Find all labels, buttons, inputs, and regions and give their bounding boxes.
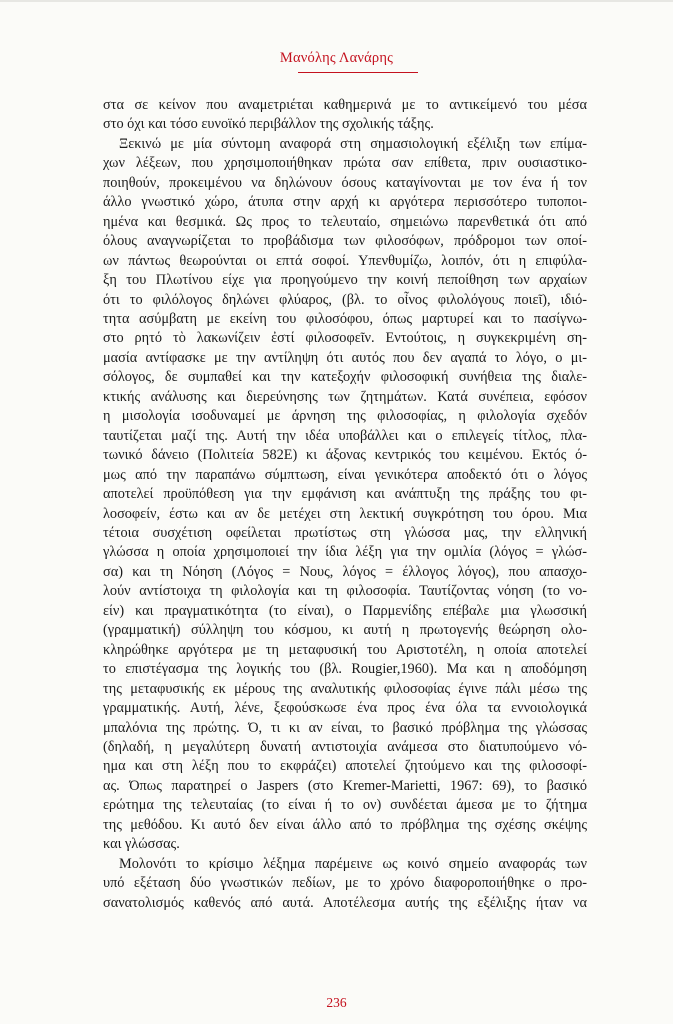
text-line: ταυτίζεται μαζί της. Αυτή την ιδέα υποβάλλει και ο επιλεγείς τίτλος, πλα- xyxy=(103,427,587,444)
text-line: ημένα και θεσμικά. Ως προς το τελευταίο, σημειώνω παρενθετικά ότι από xyxy=(103,213,587,230)
text-line: της μεταφυσικής εκ μέρους της αναλυτικής φιλοσοφίας έγινε πάλι μέσω της xyxy=(103,680,587,697)
text-line: ερώτημα της τελευταίας (το είναι ή το ον) συνδέεται άμεσα με το ζήτημα xyxy=(103,797,587,814)
page-number: 236 xyxy=(326,995,347,1010)
text-line: μασία αντίφασκε με την αντίληψη ότι αυτός που δεν αγαπά το λόγο, ο μι- xyxy=(103,349,587,366)
text-line: είν) και πραγματικότητα (το είναι), ο Παρμενίδης επέβαλε μια γλωσσική xyxy=(103,602,587,619)
text-line: στα σε κείνον που αναμετριέται καθημερινά με το αντικείμενό του μέσα xyxy=(103,97,587,113)
text-line: σανατολισμός καθενός από αυτά. Αποτέλεσμα αυτής της εξέλιξης ήταν να xyxy=(103,894,587,911)
text-line: τητα ασύμβατη με εκείνη του φιλοσόφου, όπως μαρτυρεί και το πασίγνω- xyxy=(103,310,587,327)
text-line: μπαλόνια της πρώτης. Ό, τι κι αν είναι, το βασικό πρόβλημα της γλώσσας xyxy=(103,719,587,736)
text-line: λούν αντίστοιχα τη φιλολογία και τη φιλοσοφία. Ταυτίζοντας νόηση (το νο- xyxy=(103,583,587,600)
text-line: ων πάντως θεωρούνται οι επτά σοφοί. Υπενθυμίζω, λοιπόν, ότι η επιφύλα- xyxy=(103,252,587,269)
running-head-underline xyxy=(298,72,418,73)
text-line: μως από την παραπάνω σύμπτωση, είναι γενικότερα αποδεκτό ότι ο λόγος xyxy=(103,466,587,483)
text-line: η μισολογία ισοδυναμεί με άρνηση της φιλοσοφίας, η φιλολογία σχεδόν xyxy=(103,408,587,425)
text-line: ποιηθούν, προκειμένου να δηλώνουν όσους καταγίνονται με τον ένα ή τον xyxy=(103,174,587,191)
text-line: αποτελεί προϋπόθεση για την εμφάνιση και ανάπτυξη της πράξης του φι- xyxy=(103,486,587,503)
text-line: ας. Όπως παρατηρεί ο Jaspers (στο Kremer-Marietti, 1967: 69), το βασικό xyxy=(103,777,587,794)
text-line: ότι το φιλόλογος δηλώνει φλύαρος, (βλ. το οἶνος φιλολόγους ποιεῖ), ιδιό- xyxy=(103,291,587,308)
text-line: ξη του Πλωτίνου είχε για προηγούμενο την κοινή πεποίθηση των αρχαίων xyxy=(103,272,587,289)
text-line: στο ρητό τὸ λακωνίζειν ἐστί φιλοσοφεῖν. Εντούτοις, η συγκεκριμένη ση- xyxy=(103,330,587,347)
body-text xyxy=(103,96,587,913)
text-line: Ξεκινώ με μία σύντομη αναφορά στη σημασιολογική εξέλιξη των επίμα- xyxy=(119,135,587,152)
text-line: στο όχι και τόσο ευνοϊκό περιβάλλον της σχολικής τάξης. xyxy=(103,116,434,133)
text-line: κληρώθηκε αργότερα με τη μεταφυσική του Αριστοτέλη, η οποία αποτελεί xyxy=(103,641,587,658)
text-line: υπό εξέταση δύο γνωστικών πεδίων, με το χρόνο διαφοροποιήθηκε ο προ- xyxy=(103,875,587,892)
text-line: κτικής ανάλυσης και διερεύνησης των ζητημάτων. Κατά συνέπεια, εφόσον xyxy=(103,388,587,405)
text-line: (γραμματική) σύλληψη του κόσμου, κι αυτή η πρωτογενής θεώρηση ολο- xyxy=(103,622,587,639)
text-line: χων λέξεων, που χρησιμοποιήθηκαν πρώτα σαν επίθετα, πριν ουσιαστικο- xyxy=(103,155,587,172)
text-line: γραμματικής. Αυτή, λένε, ξεφούσκωσε ένα προς ένα όλα τα εννοιολογικά xyxy=(103,700,587,717)
text-line: το επιστέγασμα της λογικής του (βλ. Rougier,1960). Μα και η αποδόμηση xyxy=(103,661,587,678)
text-line: Μολονότι το κρίσιμο λέξημα παρέμεινε ως κοινό σημείο αναφοράς των xyxy=(119,855,587,872)
text-line: σα) και τη Νόηση (Λόγος = Νους, λόγος = έλλογος λόγος), που απασχο- xyxy=(103,563,587,580)
text-line: άλλο γνωστικό χώρο, άτυπα στην αρχή κι αργότερα περισσότερο τυποποι- xyxy=(103,194,587,211)
text-line: ημα και στη λέξη που το εκφράζει) αποτελεί ζητούμενο και της φιλοσοφί- xyxy=(103,758,587,775)
running-head-author: Μανόλης Λανάρης xyxy=(279,50,394,66)
top-edge xyxy=(0,0,673,2)
text-line: σόλογος, δε συμπαθεί και την κατεξοχήν φιλοσοφική συνήθεια της διαλε- xyxy=(103,369,587,386)
text-line: τέτοια συσχέτιση οφείλεται πρωτίστως στη γλώσσα μας, την ελληνική xyxy=(103,524,587,541)
text-line: της μεθόδου. Κι αυτό δεν είναι άλλο από το πρόβλημα της σχέσης σκέψης xyxy=(103,816,587,833)
text-line: τωνικό δάνειο (Πολιτεία 582Ε) κι άξονας κεντρικός του κειμένου. Εκτός ό- xyxy=(103,447,587,464)
text-line: (δηλαδή, η μεγαλύτερη δυνατή αντιστοιχία ανάμεσα στο διατυπούμενο νό- xyxy=(103,738,587,755)
text-line: και γλώσσας. xyxy=(103,836,180,853)
text-line: γλώσσα η οποία χρησιμοποιεί την ίδια λέξη για την ομιλία (λόγος = γλώσ- xyxy=(103,544,587,561)
text-line: λοσοφείν, έστω και αν δε μετέχει στη λεκτική συγκρότηση του όρου. Μια xyxy=(103,505,587,522)
text-line: όλους αναγνωρίζεται το προβάδισμα των φιλοσόφων, πρόδρομοι των οποί- xyxy=(103,233,587,250)
